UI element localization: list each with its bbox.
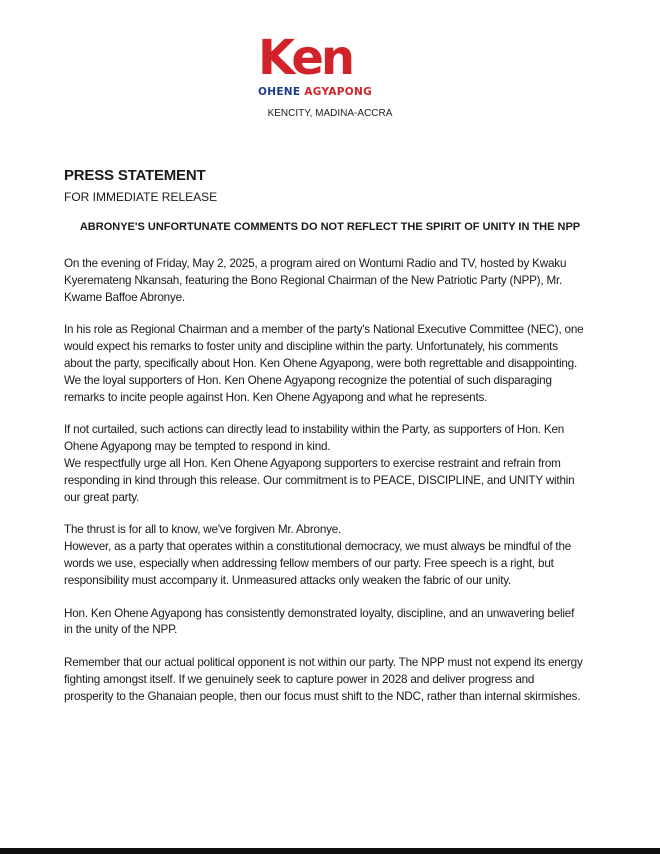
paragraph: If not curtailed, such actions can directly lead to instability within the Party, as supporters of Hon. Ken Ohene Agyapong may be tempted to respond in kind. xyxy=(64,423,565,454)
paragraph: We the loyal supporters of Hon. Ken Ohene Agyapong recognize the potential of such disparaging remarks to incite people against Hon. Ken Ohene Agyapong and what he represents. xyxy=(64,373,552,404)
logo-name-first: OHENE xyxy=(258,86,301,98)
paragraph: Hon. Ken Ohene Agyapong has consistently demonstrated loyalty, discipline, and an unwavering belief in the unity of the NPP. xyxy=(64,606,575,637)
ken-agyapong-logo xyxy=(258,30,388,100)
paragraph: In his role as Regional Chairman and a member of the party's National Executive Committee (NEC), one would expect his remarks to foster unity and discipline within the party. Unfortunately, his comments about the party, specifically about Hon. Ken Ohene Agyapong, were both regrettable and disappointing. xyxy=(64,323,584,370)
paragraph: We respectfully urge all Hon. Ken Ohene Agyapong supporters to exercise restraint and refrain from responding in kind through this release. Our commitment is to PEACE, DISCIPLINE, and UNITY within our great party. xyxy=(64,456,575,504)
address-line: KENCITY, MADINA-ACCRA xyxy=(267,108,393,119)
logo-name-second: AGYAPONG xyxy=(304,86,372,98)
bottom-edge-bar xyxy=(0,848,660,854)
logo-wordmark xyxy=(258,30,353,86)
logo-subtitle xyxy=(258,86,384,98)
paragraph: Remember that our actual political opponent is not within our party. The NPP must not expend its energy fighting amongst itself. If we genuinely seek to capture power in 2028 and deliver progress and prosperity to the Ghanaian people, then our focus must shift to the NDC, rather than internal skirmishes. xyxy=(64,656,583,703)
release-line: FOR IMMEDIATE RELEASE xyxy=(64,190,218,204)
statement-title: ABRONYE'S UNFORTUNATE COMMENTS DO NOT REFLECT THE SPIRIT OF UNITY IN THE NPP xyxy=(79,221,581,233)
paragraph: However, as a party that operates within a constitutional democracy, we must always be mindful of the words we use, especially when addressing fellow members of our party. Free speech is a right, but responsibility must accompany it. Unmeasured attacks only weaken the fabric of our unity. xyxy=(64,540,572,587)
paragraph: The thrust is for all to know, we've forgiven Mr. Abronye. xyxy=(64,523,342,537)
logo-wordmark-text: Ken xyxy=(258,30,353,86)
document-heading: PRESS STATEMENT xyxy=(64,167,206,184)
statement-body xyxy=(64,256,584,706)
paragraph: On the evening of Friday, May 2, 2025, a program aired on Wontumi Radio and TV, hosted by Kwaku Kyeremateng Nkansah, featuring the Bono Regional Chairman of the New Patriotic Party (NPP), Mr. Kwame Baffoe Abronye. xyxy=(64,257,567,304)
